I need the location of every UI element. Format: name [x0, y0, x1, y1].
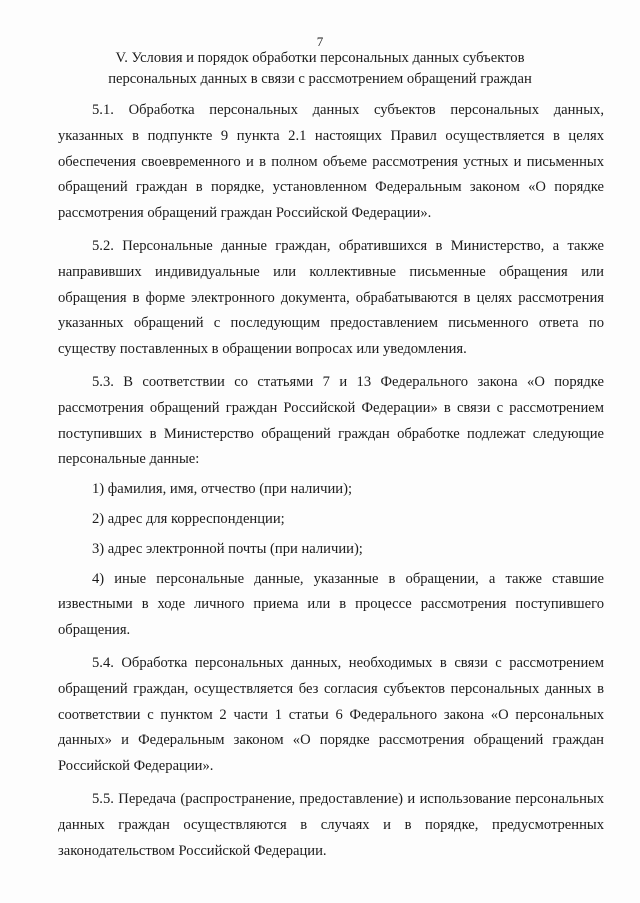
list-item: 2) адрес для корреспонденции;	[92, 510, 285, 527]
paragraph-5-1: 5.1. Обработка персональных данных субъектов персональных данных, указанных в подпункте 9 пункта 2.1 настоящих Правил осуществляется в целях обеспечения своевременного и в полном объеме рассмотрения устных и письменных обращений граждан в порядке, установленном Федеральным законом «О порядке рассмотрения обращений граждан Российской Федерации».	[58, 102, 604, 222]
paragraph-5-3: 5.3. В соответствии со статьями 7 и 13 Федерального закона «О порядке рассмотрения обращений граждан Российской Федерации» в связи с рассмотрением поступивших в Министерство обращений граждан обработке подлежат следующие персональные данные:	[58, 373, 604, 468]
paragraph-5-5: 5.5. Передача (распространение, предоставление) и использование персональных данных граждан осуществляются в случаях и в порядке, предусмотренных законодательством Российской Федерации.	[58, 790, 604, 859]
section-heading-line-2: персональных данных в связи с рассмотрением обращений граждан	[108, 71, 532, 87]
list-item: 4) иные персональные данные, указанные в обращении, а также ставшие известными в ходе личного приема или в процессе рассмотрения поступившего обращения.	[58, 570, 604, 639]
paragraph-5-2: 5.2. Персональные данные граждан, обратившихся в Министерство, а также направивших индивидуальные или коллективные письменные обращения или обращения в форме электронного документа, обрабатываются в целях рассмотрения указанных обращений с последующим предоставлением письменного ответа по существу поставленных в обращении вопросах или уведомления.	[58, 237, 604, 358]
section-heading	[40, 48, 600, 90]
document-body	[58, 98, 604, 864]
page-number: 7	[316, 34, 324, 49]
list-item: 3) адрес электронной почты (при наличии);	[92, 540, 363, 557]
section-heading-line-1: V. Условия и порядок обработки персональных данных субъектов	[115, 50, 525, 66]
paragraph-5-4: 5.4. Обработка персональных данных, необходимых в связи с рассмотрением обращений граждан, осуществляется без согласия субъектов персональных данных в соответствии с пунктом 2 части 1 статьи 6 Федерального закона «О персональных данных» и Федеральным законом «О порядке рассмотрения обращений граждан Российской Федерации».	[58, 654, 604, 775]
list-item: 1) фамилия, имя, отчество (при наличии);	[92, 481, 353, 498]
